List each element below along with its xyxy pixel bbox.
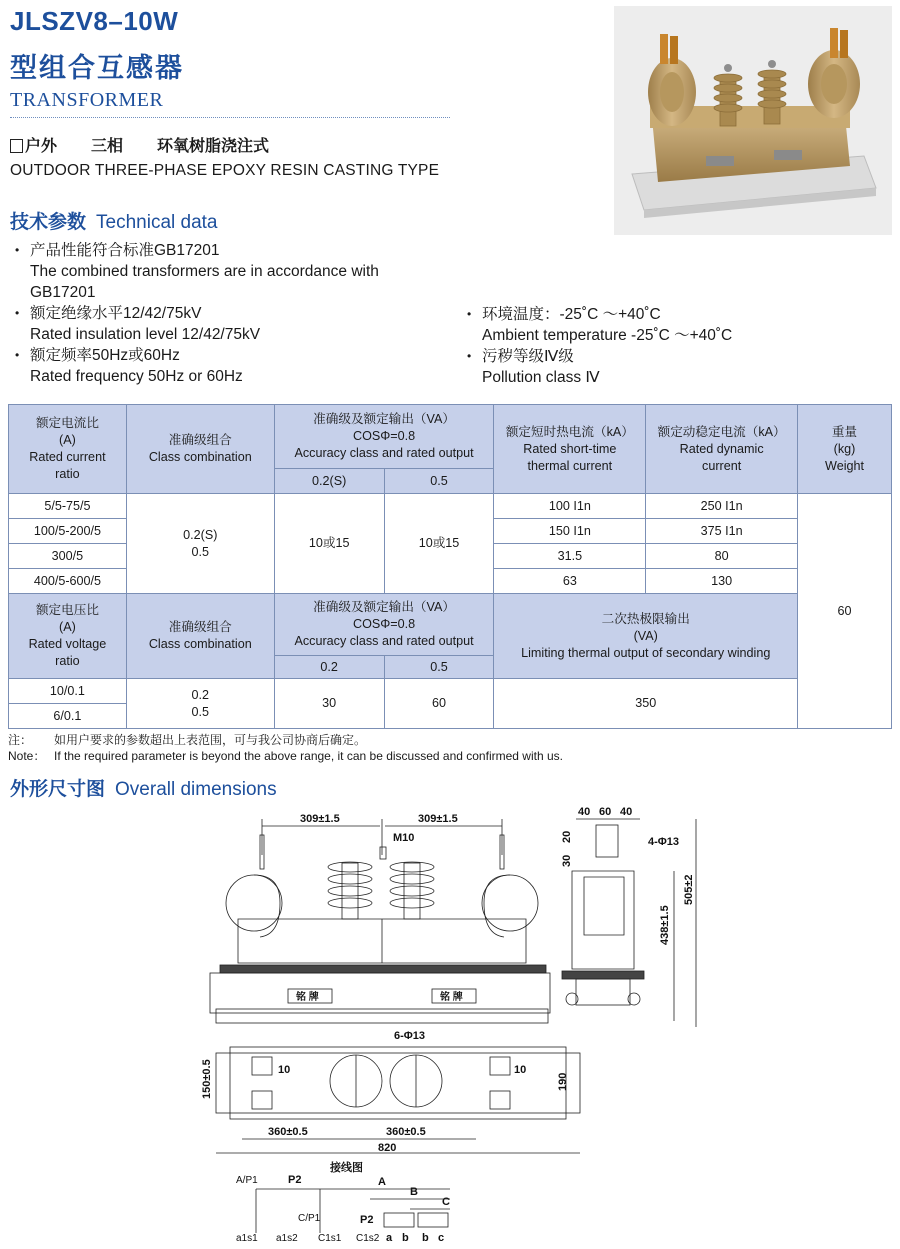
checkbox-icon bbox=[10, 139, 23, 153]
label-wc: C bbox=[442, 1196, 450, 1208]
label-p2-a: P2 bbox=[288, 1174, 302, 1186]
cell-thermal: 150 I1n bbox=[494, 519, 646, 544]
product-title-cn: 型组合互感器 bbox=[10, 53, 184, 83]
cell-ratio: 10/0.1 bbox=[9, 679, 127, 704]
model-number: JLSZV8–10W bbox=[10, 6, 179, 36]
type-cn bbox=[10, 133, 269, 156]
cell-weight: 60 bbox=[798, 494, 892, 729]
product-title-en: TRANSFORMER bbox=[10, 89, 164, 111]
header-weight: 重量 (kg) Weight bbox=[798, 405, 892, 494]
label-ap1: A/P1 bbox=[236, 1175, 258, 1186]
header-sub-02: 0.2 bbox=[274, 656, 384, 679]
label-a1s1: a1s1 bbox=[236, 1233, 258, 1244]
header-sub-02s: 0.2(S) bbox=[274, 469, 384, 494]
dim-190: 190 bbox=[557, 1072, 569, 1091]
type-three-phase: 三相 bbox=[91, 138, 124, 155]
cell-output-05: 10或15 bbox=[384, 494, 494, 594]
spec-list-left bbox=[10, 240, 430, 387]
wiring-diagram bbox=[236, 1160, 450, 1244]
technical-title-cn: 技术参数 bbox=[10, 212, 87, 233]
spec-en: Ambient temperature -25˚C ～+40˚C bbox=[482, 327, 733, 344]
cell-class: 0.2 0.5 bbox=[126, 679, 274, 729]
table-note bbox=[8, 732, 563, 764]
spec-item bbox=[10, 303, 430, 345]
cell-dynamic: 250 I1n bbox=[646, 494, 798, 519]
nameplate-left: 铭 牌 bbox=[296, 992, 319, 1003]
cell-dynamic: 80 bbox=[646, 544, 798, 569]
dim-m10: M10 bbox=[393, 832, 415, 844]
dim-505: 505±2 bbox=[683, 874, 695, 905]
header-sub-05: 0.5 bbox=[384, 656, 494, 679]
header-voltage-ratio: 额定电压比 (A) Rated voltage ratio bbox=[9, 594, 127, 679]
note-label-en: Note： bbox=[8, 749, 46, 763]
dim-top-40b: 40 bbox=[620, 806, 633, 818]
table-header-row bbox=[9, 594, 892, 656]
cell-thermal: 63 bbox=[494, 569, 646, 594]
spec-list-right bbox=[462, 304, 882, 388]
header-accuracy-output: 准确级及额定输出（VA） COSΦ=0.8 Accuracy class and rated output bbox=[274, 594, 494, 656]
dim-309-right: 309±1.5 bbox=[418, 813, 458, 825]
side-view bbox=[561, 806, 696, 1027]
plan-view bbox=[201, 1030, 580, 1154]
spec-en: The combined transformers are in accordance with GB17201 bbox=[30, 263, 379, 301]
wiring-title: 接线图 bbox=[330, 1162, 363, 1174]
product-photo bbox=[614, 6, 892, 235]
cell-dynamic: 375 I1n bbox=[646, 519, 798, 544]
cell-class: 0.2(S) 0.5 bbox=[126, 494, 274, 594]
table-row bbox=[9, 679, 892, 704]
spec-en: Pollution class Ⅳ bbox=[482, 369, 600, 386]
cell-output-02: 30 bbox=[274, 679, 384, 729]
cell-thermal: 100 I1n bbox=[494, 494, 646, 519]
dim-820: 820 bbox=[378, 1142, 397, 1154]
spec-cn: • 环境温度：-25˚C ～+40˚C bbox=[482, 306, 661, 323]
cell-ratio: 100/5-200/5 bbox=[9, 519, 127, 544]
dimensions-title-en: Overall dimensions bbox=[115, 779, 277, 800]
label-c1s1: C1s1 bbox=[318, 1233, 342, 1244]
dim-360-right: 360±0.5 bbox=[386, 1126, 426, 1138]
cell-ratio: 400/5-600/5 bbox=[9, 569, 127, 594]
header-limiting-output: 二次热极限输出 (VA) Limiting thermal output of secondary winding bbox=[494, 594, 798, 679]
technical-title bbox=[10, 207, 217, 234]
label-tb: b bbox=[402, 1232, 409, 1244]
dimensions-title-cn: 外形尺寸图 bbox=[10, 779, 106, 800]
note-text-cn: 如用户要求的参数超出上表范围，可与我公司协商后确定。 bbox=[54, 733, 367, 747]
technical-table bbox=[8, 404, 892, 729]
dim-6-hole: 6-Φ13 bbox=[394, 1030, 426, 1042]
spec-cn: • 额定绝缘水平12/42/75kV bbox=[30, 305, 202, 322]
front-view bbox=[210, 813, 550, 1023]
spec-item bbox=[462, 304, 882, 346]
spec-en: Rated insulation level 12/42/75kV bbox=[30, 326, 261, 343]
header-class-combination: 准确级组合 Class combination bbox=[126, 594, 274, 679]
dim-10-left: 10 bbox=[278, 1064, 291, 1076]
label-wb: B bbox=[410, 1186, 418, 1198]
dim-10-right: 10 bbox=[514, 1064, 527, 1076]
label-wa: A bbox=[378, 1176, 386, 1188]
type-epoxy: 环氧树脂浇注式 bbox=[157, 138, 270, 155]
label-p2-b: P2 bbox=[360, 1214, 374, 1226]
nameplate-right: 铭 牌 bbox=[440, 992, 463, 1003]
cell-thermal: 31.5 bbox=[494, 544, 646, 569]
note-label-cn: 注： bbox=[8, 733, 33, 747]
dim-top-40a: 40 bbox=[578, 806, 591, 818]
header-sub-05: 0.5 bbox=[384, 469, 494, 494]
type-en: OUTDOOR THREE-PHASE EPOXY RESIN CASTING TYPE bbox=[10, 162, 440, 179]
dim-30: 30 bbox=[561, 854, 573, 867]
label-c1s2: C1s2 bbox=[356, 1233, 380, 1244]
table-header-row bbox=[9, 405, 892, 469]
spec-item bbox=[10, 240, 430, 303]
dim-150: 150±0.5 bbox=[201, 1059, 213, 1099]
dim-309-left: 309±1.5 bbox=[300, 813, 340, 825]
header-dynamic-current: 额定动稳定电流（kA） Rated dynamic current bbox=[646, 405, 798, 494]
dim-4-hole: 4-Φ13 bbox=[648, 836, 680, 848]
technical-title-en: Technical data bbox=[96, 212, 218, 233]
cell-ratio: 300/5 bbox=[9, 544, 127, 569]
label-ta: a bbox=[386, 1232, 393, 1244]
dim-360-left: 360±0.5 bbox=[268, 1126, 308, 1138]
label-tc: c bbox=[438, 1232, 445, 1244]
label-tb2: b bbox=[422, 1232, 429, 1244]
cell-ratio: 6/0.1 bbox=[9, 704, 127, 729]
dim-438: 438±1.5 bbox=[659, 905, 671, 945]
note-text-en: If the required parameter is beyond the above range, it can be discussed and confirmed with us. bbox=[54, 749, 563, 763]
cell-output-05: 60 bbox=[384, 679, 494, 729]
spec-cn: • 额定频率50Hz或60Hz bbox=[30, 347, 180, 364]
header-thermal-current: 额定短时热电流（kA） Rated short-time thermal current bbox=[494, 405, 646, 494]
type-outdoor: 户外 bbox=[25, 138, 58, 155]
spec-item bbox=[10, 345, 430, 387]
spec-cn: • 污秽等级Ⅳ级 bbox=[482, 348, 574, 365]
cell-dynamic: 130 bbox=[646, 569, 798, 594]
dim-top-60: 60 bbox=[599, 806, 612, 818]
label-cp1: C/P1 bbox=[298, 1213, 321, 1224]
header-accuracy-output: 准确级及额定输出（VA） COSΦ=0.8 Accuracy class and rated output bbox=[274, 405, 494, 469]
spec-cn: • 产品性能符合标准GB17201 bbox=[30, 242, 220, 259]
label-a1s2: a1s2 bbox=[276, 1233, 298, 1244]
title-divider bbox=[10, 117, 450, 118]
cell-output-02s: 10或15 bbox=[274, 494, 384, 594]
header-class-combination: 准确级组合 Class combination bbox=[126, 405, 274, 494]
cell-limiting-output: 350 bbox=[494, 679, 798, 729]
dimension-drawing bbox=[180, 795, 720, 1245]
header-current-ratio: 额定电流比 (A) Rated current ratio bbox=[9, 405, 127, 494]
cell-ratio: 5/5-75/5 bbox=[9, 494, 127, 519]
spec-en: Rated frequency 50Hz or 60Hz bbox=[30, 368, 243, 385]
spec-item bbox=[462, 346, 882, 388]
table-row bbox=[9, 494, 892, 519]
dim-20: 20 bbox=[561, 830, 573, 843]
